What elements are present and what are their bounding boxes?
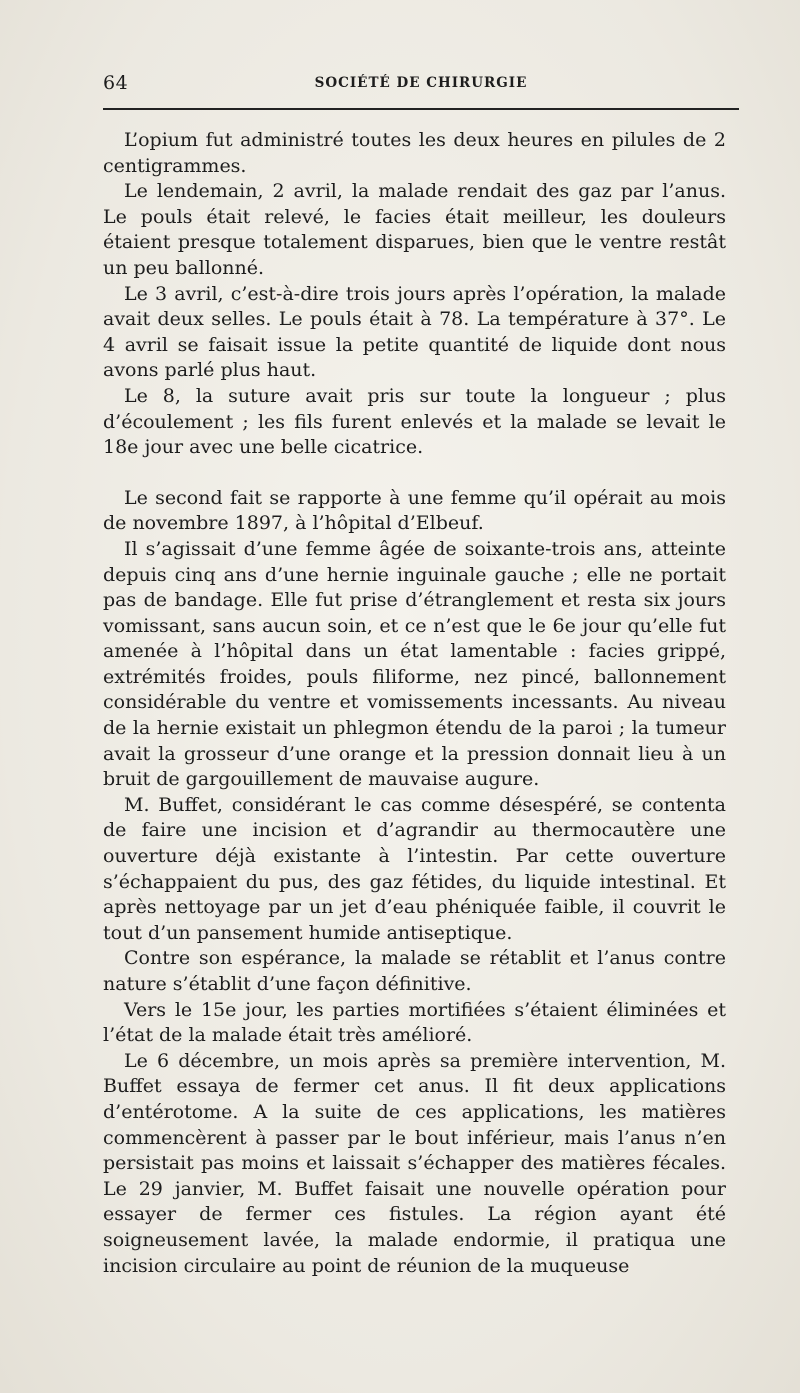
paragraph: Le 8, la suture avait pris sur toute la longueur ; plus d’écoulement ; les fils furent enlevés et la malade se levait le 18e jour avec une belle cicatrice. — [103, 384, 726, 459]
header-rule — [103, 108, 739, 110]
running-head: SOCIÉTÉ DE CHIRURGIE — [314, 75, 528, 91]
paragraph: Il s’agissait d’une femme âgée de soixante-trois ans, atteinte depuis cinq ans d’une hernie inguinale gauche ; elle ne portait pas de bandage. Elle fut prise d’étranglement et resta six jours vomissant, sans aucun soin, et ce n’est que le 6e jour qu’elle fut amenée à l’hôpital dans un état lamentable : facies grippé, extrémités froides, pouls filiforme, nez pincé, ballonnement considérable du ventre et vomissements incessants. Au niveau de la hernie existait un phlegmon étendu de la paroi ; la tumeur avait la grosseur d’une orange et la pression donnait lieu à un bruit de gargouillement de mauvaise augure. — [103, 537, 726, 791]
paragraph: Le 3 avril, c’est-à-dire trois jours après l’opération, la malade avait deux selles. Le pouls était à 78. La température à 37°. Le 4 avril se faisait issue la petite quantité de liquide dont nous avons parlé plus haut. — [103, 282, 726, 382]
body-text — [103, 128, 726, 1279]
paragraph: Le second fait se rapporte à une femme qu’il opérait au mois de novembre 1897, à l’hôpital d’Elbeuf. — [103, 486, 726, 535]
page-number: 64 — [103, 72, 129, 94]
paragraph: Le 6 décembre, un mois après sa première intervention, M. Buffet essaya de fermer cet anus. Il fit deux applications d’entérotome. A la suite de ces applications, les matières commencèrent à passer par le bout inférieur, mais l’anus n’en persistait pas moins et laissait s’échapper des matières fécales. Le 29 janvier, M. Buffet faisait une nouvelle opération pour essayer de fermer ces fistules. La région ayant été soigneusement lavée, la malade endormie, il pratiqua une incision circulaire au point de réunion de la muqueuse — [103, 1049, 726, 1277]
page-header — [103, 66, 739, 96]
paragraph: M. Buffet, considérant le cas comme désespéré, se contenta de faire une incision et d’agrandir au thermocautère une ouverture déjà existante à l’intestin. Par cette ouverture s’échappaient du pus, des gaz fétides, du liquide intestinal. Et après nettoyage par un jet d’eau phéniquée faible, il couvrit le tout d’un pansement humide antiseptique. — [103, 793, 726, 944]
paragraph: Le lendemain, 2 avril, la malade rendait des gaz par l’anus. Le pouls était relevé, le facies était meilleur, les douleurs étaient presque totalement disparues, bien que le ventre restât un peu ballonné. — [103, 180, 726, 279]
paragraph: Vers le 15e jour, les parties mortifiées s’étaient éliminées et l’état de la malade était très amélioré. — [103, 998, 726, 1047]
paragraph: L’opium fut administré toutes les deux heures en pilules de 2 centigrammes. — [103, 129, 726, 177]
paragraph: Contre son espérance, la malade se rétablit et l’anus contre nature s’établit d’une façon définitive. — [103, 947, 726, 995]
